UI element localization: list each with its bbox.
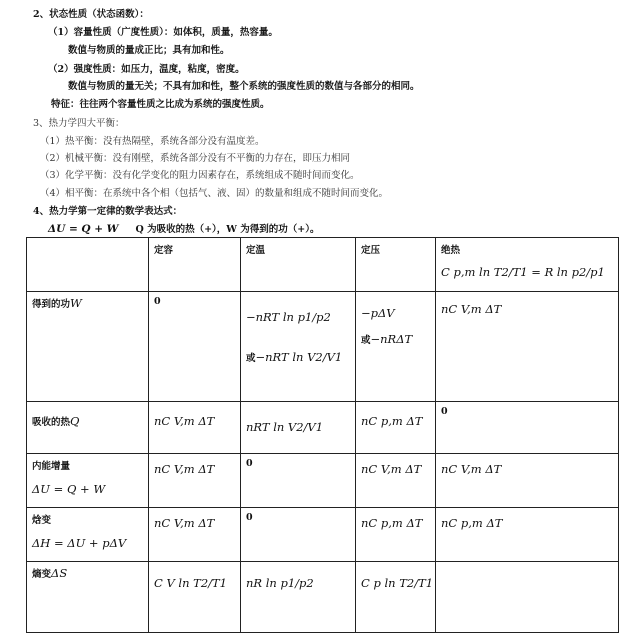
work-isobaric-b: −nRΔT xyxy=(370,332,413,346)
internal-energy-adiabatic-value: nC V,m ΔT xyxy=(441,462,502,476)
entropy-isochoric xyxy=(149,562,241,633)
heat-adiabatic-value: 0 xyxy=(441,406,448,417)
enthalpy-label: 焓变 xyxy=(32,515,52,526)
entropy-symbol: ΔS xyxy=(51,566,68,580)
heat-isobaric xyxy=(356,402,436,454)
entropy-label: 熵变 xyxy=(32,569,52,580)
internal-energy-isobaric xyxy=(356,454,436,508)
internal-energy-label: 内能增量 xyxy=(32,461,71,472)
entropy-isothermal xyxy=(241,562,356,633)
first-law-line xyxy=(48,223,319,236)
internal-energy-isothermal xyxy=(241,454,356,508)
header-adiabatic xyxy=(436,238,619,292)
table-row xyxy=(27,508,619,562)
adiabatic-relation-text: C p,m ln T2/T1 = R ln p2/p1 xyxy=(441,265,605,279)
work-label-cell xyxy=(27,292,149,402)
header-isothermal: 定温 xyxy=(241,238,356,292)
work-isothermal-b: −nRT ln V2/V1 xyxy=(255,350,343,364)
work-isothermal xyxy=(241,292,356,402)
internal-energy-isochoric xyxy=(149,454,241,508)
intensive-property-desc: 数值与物质的量无关；不具有加和性，整个系统的强度性质的数值与各部分的相同。 xyxy=(68,81,420,92)
work-isobaric-b-line xyxy=(361,332,430,346)
enthalpy-isothermal-value: 0 xyxy=(246,512,253,523)
header-adiabatic-label: 绝热 xyxy=(441,245,461,256)
phase-equilibrium-line: （4）相平衡：在系统中各个相（包括气、液、固）的数量和组成不随时间而变化。 xyxy=(40,188,389,199)
enthalpy-isobaric xyxy=(356,508,436,562)
enthalpy-formula: ΔH = ΔU + pΔV xyxy=(32,536,127,550)
section-2-heading: 2、状态性质（状态函数）： xyxy=(33,9,149,20)
header-empty-cell xyxy=(27,238,149,292)
adiabatic-relation xyxy=(441,265,613,279)
property-feature-line: 特征：往往两个容量性质之比成为系统的强度性质。 xyxy=(51,99,270,110)
heat-isothermal-value: nRT ln V2/V1 xyxy=(246,420,324,434)
heat-isochoric xyxy=(149,402,241,454)
work-label: 得到的功 xyxy=(32,299,71,310)
header-isochoric: 定容 xyxy=(149,238,241,292)
work-symbol: W xyxy=(70,296,82,310)
first-law-table xyxy=(26,237,619,633)
heat-isobaric-value: nC p,m ΔT xyxy=(361,414,423,428)
chemical-equilibrium-line: （3）化学平衡：没有化学变化的阻力因素存在，系统组成不随时间而变化。 xyxy=(40,170,360,181)
heat-isochoric-value: nC V,m ΔT xyxy=(154,414,215,428)
internal-energy-formula: ΔU = Q + W xyxy=(32,482,106,496)
section-3-heading: 3、热力学四大平衡： xyxy=(33,118,125,129)
table-header-row xyxy=(27,238,619,292)
work-adiabatic xyxy=(436,292,619,402)
work-isobaric xyxy=(356,292,436,402)
entropy-label-cell xyxy=(27,562,149,633)
work-isochoric xyxy=(149,292,241,402)
enthalpy-adiabatic-value: nC p,m ΔT xyxy=(441,516,503,530)
extensive-property-desc: 数值与物质的量成正比；具有加和性。 xyxy=(68,45,230,56)
work-isothermal-or: 或 xyxy=(246,353,256,364)
internal-energy-adiabatic xyxy=(436,454,619,508)
enthalpy-isochoric xyxy=(149,508,241,562)
intensive-property-line: （2）强度性质：如压力，温度，粘度，密度。 xyxy=(48,64,245,75)
table-row xyxy=(27,292,619,402)
work-isobaric-a: −pΔV xyxy=(361,306,395,320)
work-isothermal-b-line xyxy=(246,350,350,364)
heat-label-cell xyxy=(27,402,149,454)
enthalpy-label-cell xyxy=(27,508,149,562)
internal-energy-isobaric-value: nC V,m ΔT xyxy=(361,462,422,476)
work-isothermal-a: −nRT ln p1/p2 xyxy=(246,310,331,324)
internal-energy-isothermal-value: 0 xyxy=(246,458,253,469)
extensive-property-line: （1）容量性质（广度性质）：如体积，质量，热容量。 xyxy=(48,27,278,38)
first-law-equation: ΔU = Q + W xyxy=(48,223,119,235)
mechanical-equilibrium-line: （2）机械平衡：没有刚壁，系统各部分没有不平衡的力存在，即压力相同 xyxy=(40,153,351,164)
header-isobaric: 定压 xyxy=(356,238,436,292)
entropy-isobaric xyxy=(356,562,436,633)
work-adiabatic-value: nC V,m ΔT xyxy=(441,302,502,316)
first-law-description: Q 为吸收的热（+），W 为得到的功（+）。 xyxy=(135,224,320,235)
table-row xyxy=(27,562,619,633)
heat-adiabatic xyxy=(436,402,619,454)
internal-energy-isochoric-value: nC V,m ΔT xyxy=(154,462,215,476)
enthalpy-isobaric-value: nC p,m ΔT xyxy=(361,516,423,530)
work-isobaric-or: 或 xyxy=(361,335,371,346)
entropy-isothermal-value: nR ln p1/p2 xyxy=(246,576,314,590)
entropy-isochoric-value: C V ln T2/T1 xyxy=(154,576,228,590)
internal-energy-label-cell xyxy=(27,454,149,508)
thermal-equilibrium-line: （1）热平衡：没有热隔壁，系统各部分没有温度差。 xyxy=(40,136,265,147)
work-isochoric-value: 0 xyxy=(154,296,161,307)
entropy-adiabatic xyxy=(436,562,619,633)
heat-symbol: Q xyxy=(70,414,80,428)
enthalpy-isothermal xyxy=(241,508,356,562)
table-row xyxy=(27,454,619,508)
section-4-heading: 4、热力学第一定律的数学表达式： xyxy=(33,206,183,217)
enthalpy-adiabatic xyxy=(436,508,619,562)
enthalpy-isochoric-value: nC V,m ΔT xyxy=(154,516,215,530)
entropy-isobaric-value: C p ln T2/T1 xyxy=(361,576,434,590)
heat-isothermal xyxy=(241,402,356,454)
heat-label: 吸收的热 xyxy=(32,417,71,428)
table-row xyxy=(27,402,619,454)
